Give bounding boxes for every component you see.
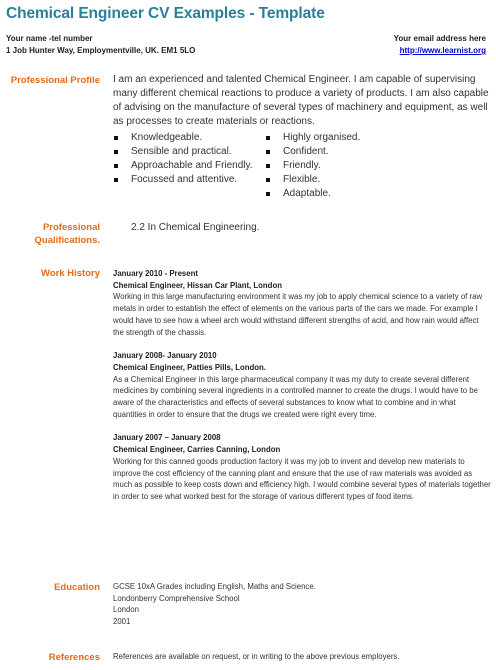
job-date: January 2007 – January 2008 — [113, 433, 221, 443]
job-entry — [113, 350, 491, 420]
references-text: References are available on request, or in writing to the above previous employers. — [113, 652, 400, 661]
profile-label: Professional Profile — [10, 75, 100, 86]
references-label: References — [48, 652, 100, 663]
education-line: Londonberry Comprehensive School — [113, 593, 240, 603]
work-history-section — [113, 268, 491, 515]
education-section — [113, 581, 491, 628]
qualifications-section — [113, 221, 491, 235]
qualifications-label — [35, 221, 100, 247]
email-address: Your email address here — [393, 34, 486, 43]
name-phone: Your name -tel number — [6, 34, 93, 43]
document-title: Chemical Engineer CV Examples - Template — [6, 5, 325, 22]
skill-item: Flexible. — [265, 173, 360, 187]
job-description: Working for this canned goods production factory it was my job to invent and develop new materials to improve the cost efficiency of the canning plant and ensure that the use of raw materials was avoided as much as possible to keep costs down and efficiency high. I would combine several types of materials together in order to see what worked best for the storage of various different types of food items. — [113, 456, 491, 501]
work-history-label: Work History — [41, 268, 100, 279]
qualification-text: 2.2 In Chemical Engineering. — [131, 222, 260, 233]
job-role: Chemical Engineer, Patties Pills, London. — [113, 362, 266, 372]
contact-info — [6, 33, 195, 57]
profile-section — [113, 73, 491, 201]
skill-item: Focussed and attentive. — [113, 173, 261, 187]
skills-column-2 — [265, 131, 360, 201]
skills-column-1 — [113, 131, 265, 201]
skill-item: Knowledgeable. — [113, 131, 261, 145]
job-entry — [113, 268, 491, 338]
skill-item: Highly organised. — [265, 131, 360, 145]
references-section — [113, 651, 491, 663]
education-line: 2001 — [113, 617, 131, 627]
education-label: Education — [54, 582, 100, 593]
profile-text: I am an experienced and talented Chemical Engineer. I am capable of supervising many different chemical reactions to produce a variety of products. I am also capable of advising on the manufacture of several types of machinery and equipment, as well as processes to create materials or reactions. — [113, 74, 489, 127]
website-link[interactable]: http://www.learnist.org — [399, 46, 486, 55]
job-date: January 2010 - Present — [113, 269, 198, 278]
job-description: Working in this large manufacturing environment it was my job to apply chemical science to a variety of raw metals in order to establish the effect of elements on the various parts of the cars we made. For example I would have to see how a wheel arch would withstand different strengths of acid, and how rain would affect the strength of the chassis. — [113, 292, 483, 337]
job-entry — [113, 432, 491, 502]
skill-item: Confident. — [265, 145, 360, 159]
skill-item: Adaptable. — [265, 187, 360, 201]
job-date: January 2008- January 2010 — [113, 351, 217, 361]
qualifications-label-line1: Professional — [42, 222, 100, 233]
qualifications-label-line2: Qualifications. — [34, 235, 100, 246]
job-role: Chemical Engineer, Carries Canning, London — [113, 445, 281, 455]
education-line: GCSE 10xA Grades including English, Maths and Science. — [113, 582, 316, 591]
skill-item: Approachable and Friendly. — [113, 159, 261, 173]
job-role: Chemical Engineer, Hissan Car Plant, London — [113, 280, 282, 290]
job-description: As a Chemical Engineer in this large pharmaceutical company it was my duty to create several different medicines by combining several ingredients in a controlled manner to create the drugs. I would have to be aware of the characteristics and effects of several substances to know what to combine and in what quantities in order to ensure that the drugs we created were right every time. — [113, 374, 478, 419]
skill-item: Sensible and practical. — [113, 145, 261, 159]
skills-list — [113, 131, 491, 201]
email-website — [394, 33, 486, 57]
skill-item: Friendly. — [265, 159, 360, 173]
education-line: London — [113, 605, 140, 615]
address: 1 Job Hunter Way, Employmentville, UK. EM1 5LO — [6, 46, 196, 55]
